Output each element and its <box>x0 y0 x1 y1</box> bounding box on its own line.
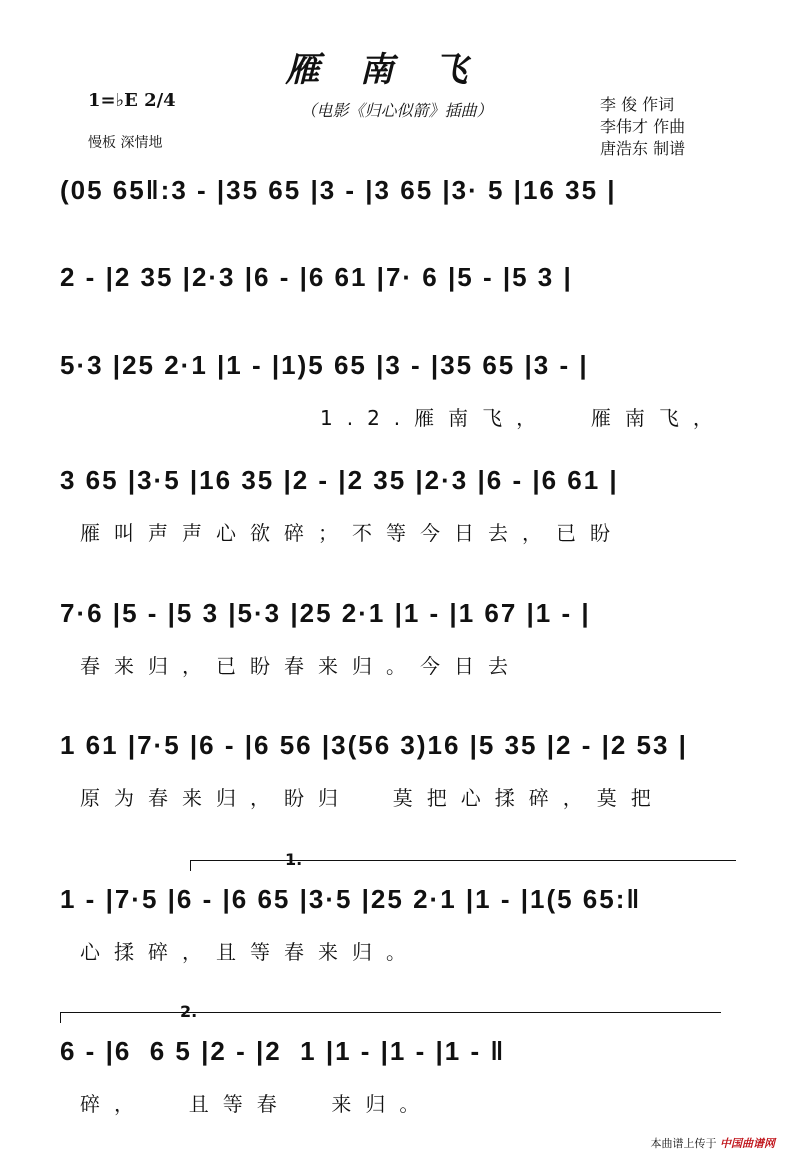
lyrics: 心揉碎，且等春来归。 <box>80 940 420 964</box>
notation: 5·3 |25 2·1 |1 - |1)5 65 |3 - |35 65 |3 - | <box>60 350 589 380</box>
lyrics: 1.2.雁南飞， 雁南飞， <box>320 406 727 430</box>
notation: (05 65‖:3 - |35 65 |3 - |3 65 |3· 5 |16 35 | <box>60 175 617 205</box>
key-signature: 1=♭E 2/4 <box>88 90 176 111</box>
notation: 7·6 |5 - |5 3 |5·3 |25 2·1 |1 - |1 67 |1 - | <box>60 598 591 628</box>
lyricist-credit: 李 俊 作词 <box>600 95 675 114</box>
transcriber-credit: 唐浩东 制谱 <box>600 139 686 158</box>
credits <box>600 94 685 160</box>
notation: 6 - |6 6 5 |2 - |2 1 |1 - |1 - |1 - ‖ <box>60 1036 506 1066</box>
ending-2-label: 2. <box>180 1002 198 1021</box>
composer-credit: 李伟才 作曲 <box>600 117 686 136</box>
volta-bracket-2 <box>60 1012 721 1023</box>
song-subtitle: （电影《归心似箭》插曲） <box>300 101 493 120</box>
notation: 1 61 |7·5 |6 - |6 56 |3(56 3)16 |5 35 |2 - |2 53 | <box>60 730 688 760</box>
footer-watermark <box>651 1135 776 1151</box>
site-logo[interactable]: 中国曲谱网 <box>720 1137 775 1150</box>
notation: 1 - |7·5 |6 - |6 65 |3·5 |25 2·1 |1 - |1(5 65:‖ <box>60 884 642 914</box>
lyrics: 雁叫声声心欲碎；不等今日去，已盼 <box>80 521 624 545</box>
lyrics: 碎， 且等春 来归。 <box>80 1092 434 1116</box>
notation: 2 - |2 35 |2·3 |6 - |6 61 |7· 6 |5 - |5 3 | <box>60 262 573 292</box>
notation: 3 65 |3·5 |16 35 |2 - |2 35 |2·3 |6 - |6 61 | <box>60 465 619 495</box>
lyrics: 原为春来归，盼归 莫把心揉碎，莫把 <box>80 786 665 810</box>
ending-1-label: 1. <box>285 850 303 869</box>
tempo-marking: 慢板 深情地 <box>88 135 163 151</box>
volta-bracket-1 <box>190 860 736 871</box>
song-title: 雁南飞 <box>285 50 508 90</box>
footer-text: 本曲谱上传于 <box>650 1137 717 1150</box>
lyrics: 春来归，已盼春来归。今日去 <box>80 654 522 678</box>
